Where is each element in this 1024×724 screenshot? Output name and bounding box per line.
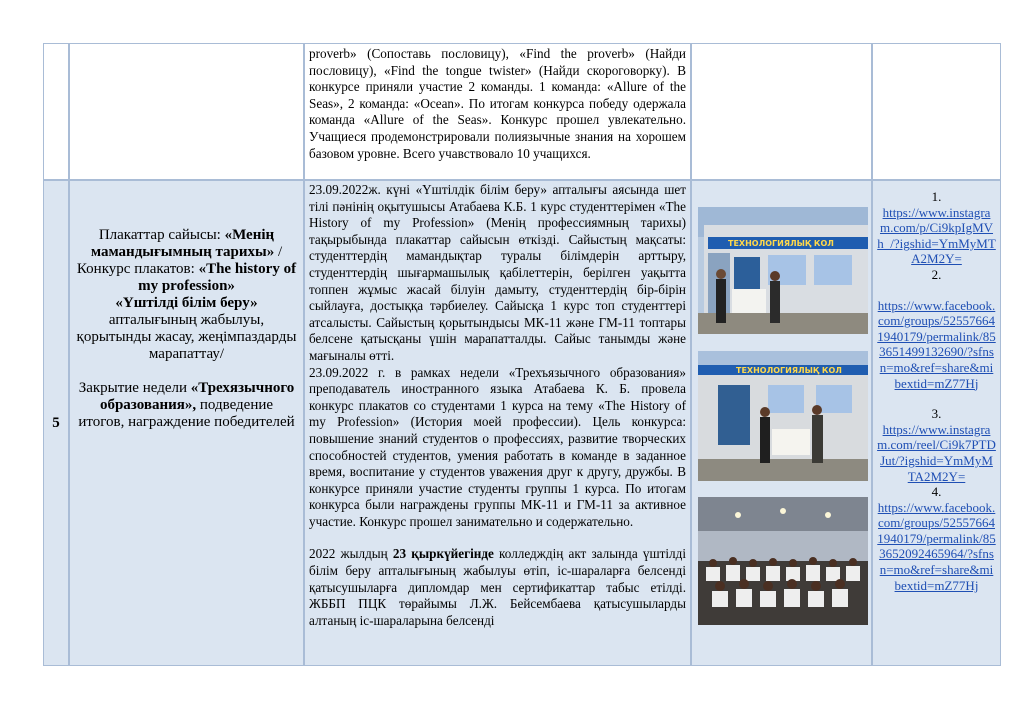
photo-3-image	[698, 497, 868, 625]
title-kz-bold: «Менің мамандығымның тарихы»	[90, 227, 275, 260]
link-3-instagram-reel[interactable]: https://www.instagram.com/reel/Ci9k7PTDJut/?igshid=YmMyMTA2M2Y=	[877, 421, 996, 484]
description-ru: 23.09.2022 г. в рамках недели «Трехъязычного образования» преподаватель иностранного языка Атабаева К. Б. провела конкурс плакатов со студентами 1 курса на тему «The History of my Profession» (История моей профессии). Цель конкурса: повышение знаний студентов о профессиях, развитие творческих способностей студентов, умения работать в команде в заданное время, воспитание у студентов уважения друг к другу, дружбы. В конкурсе приняли участие студенты группы 1 курса. По итогам конкурса были награждены группы МК-11 и ГМ-11 за активное участие. Конкурс прошел занимательно и содержательно.	[309, 364, 686, 529]
photo-1-sign: ТЕХНОЛОГИЯЛЫҚ КОЛ	[728, 239, 834, 248]
row-number	[43, 180, 69, 666]
link-2-number: 2.	[931, 266, 942, 282]
link-4-number: 4.	[931, 484, 942, 500]
table	[43, 43, 1001, 666]
link-4-facebook[interactable]: https://www.facebook.com/groups/525576641940179/permalink/853652092465964/?sfnsn=mo&ref=share&mibextid=mZ77Hj	[877, 499, 996, 593]
title-week-rest: апталығының жабылуы, қорытынды жасау, жеңімпаздарды марапаттау/	[76, 312, 297, 362]
photo-2-sign: ТЕХНОЛОГИЯЛЫҚ КОЛ	[736, 366, 842, 375]
row1-description-text: proverb» (Сопоставь пословицу), «Find the proverb» (Найди пословицу), «Find the tongue twister» (Найди скороговорку). В конкурсе приняли участие 2 команды. 1 команда: «Allure of the Seas», 2 команда: «Ocean». По итогам конкурса победу одержала команда «Allure of the Seas». Конкурс прошел увлекательно. Учащиеся продемонстрировали полиязычные знания на хорошем базовом уровне. Всего учавствовало 10 учащихся.	[309, 46, 686, 161]
cell-row1-number	[43, 43, 69, 180]
event-title-kz-en	[76, 227, 297, 363]
link-2-facebook[interactable]: https://www.facebook.com/groups/525576641940179/permalink/853651499132690/?sfnsn=mo&ref=share&mibextid=mZ77Hj	[877, 297, 996, 391]
closing-prefix: 2022 жылдың	[309, 546, 393, 562]
event-links-cell	[872, 180, 1001, 666]
title-en-bold: «The history of my profession»	[138, 261, 297, 294]
cell-row1-links	[872, 43, 1001, 180]
event-photos-cell	[691, 180, 872, 666]
link-3-number: 3.	[931, 406, 942, 422]
title-separator: / Конкурс плакатов:	[76, 244, 283, 277]
photo-1-image	[698, 207, 868, 334]
photo-2-image	[698, 351, 868, 481]
description-kz-closing	[309, 546, 686, 629]
event-description-cell	[304, 180, 691, 666]
title-week-bold: «Үштілді білім беру»	[115, 295, 258, 311]
closing-rest: колледждің акт залында үштілді білім беру апталығының жабылуы өтіп, іс-шараларға белсенді қатысушыларға дипломдар мен сертификаттар табыс етілді. ЖББП ПЦК төрайымы Л.Ж. Бейсембаева қатысушыларды алтаның іс-шараларына белсенді	[309, 546, 687, 628]
description-kz: 23.09.2022ж. күні «Үштілдік білім беру» апталығы аясында шет тілі пәнінің оқытушысы Атабаева К.Б. 1 курс студенттерімен «The History of my Profession» (Менің профессиямның тарихы) тақырыбында плакаттар сайысын өткізді. Сайыстың мақсаты: студенттердің мамандықтар туралы білімдерін арттыру, студенттердің шығармашылық қабілеттерін, берілген уақытта топпен жұмыс жасай білуін дамыту, студенттердің бір-бірін сыйлауға, достыққа тәрбиелеу. Сайысқа 1 курс топ студенттері атсалысты. Сайыстың қорытындысы МК-11 және ГМ-11 топтары белсене қатысқаны үшін марапатталды. Сайыс танымды және мағыналы өтті.	[309, 182, 686, 363]
photo-2	[698, 351, 868, 481]
event-title-ru	[76, 380, 297, 431]
title-ru-prefix: Закрытие недели	[78, 380, 191, 396]
link-1-instagram[interactable]: https://www.instagram.com/p/Ci9kpIgMVh_/?igshid=YmMyMTA2M2Y=	[877, 204, 996, 267]
title-kz-prefix: Плакаттар сайысы:	[98, 227, 225, 243]
link-1-number: 1.	[931, 189, 942, 204]
cell-row1-description	[304, 43, 691, 180]
closing-date-bold: 23 қыркүйегінде	[392, 546, 494, 562]
photo-1	[698, 207, 868, 334]
photo-3	[698, 497, 868, 625]
row-number-text: 5	[52, 414, 60, 431]
cell-row1-photos	[691, 43, 872, 180]
title-ru-bold: «Трехязычного образования»,	[99, 380, 295, 413]
title-ru-rest: подведение итогов, награждение победителей	[78, 397, 295, 430]
cell-row1-title	[69, 43, 304, 180]
event-title-cell	[69, 180, 304, 666]
